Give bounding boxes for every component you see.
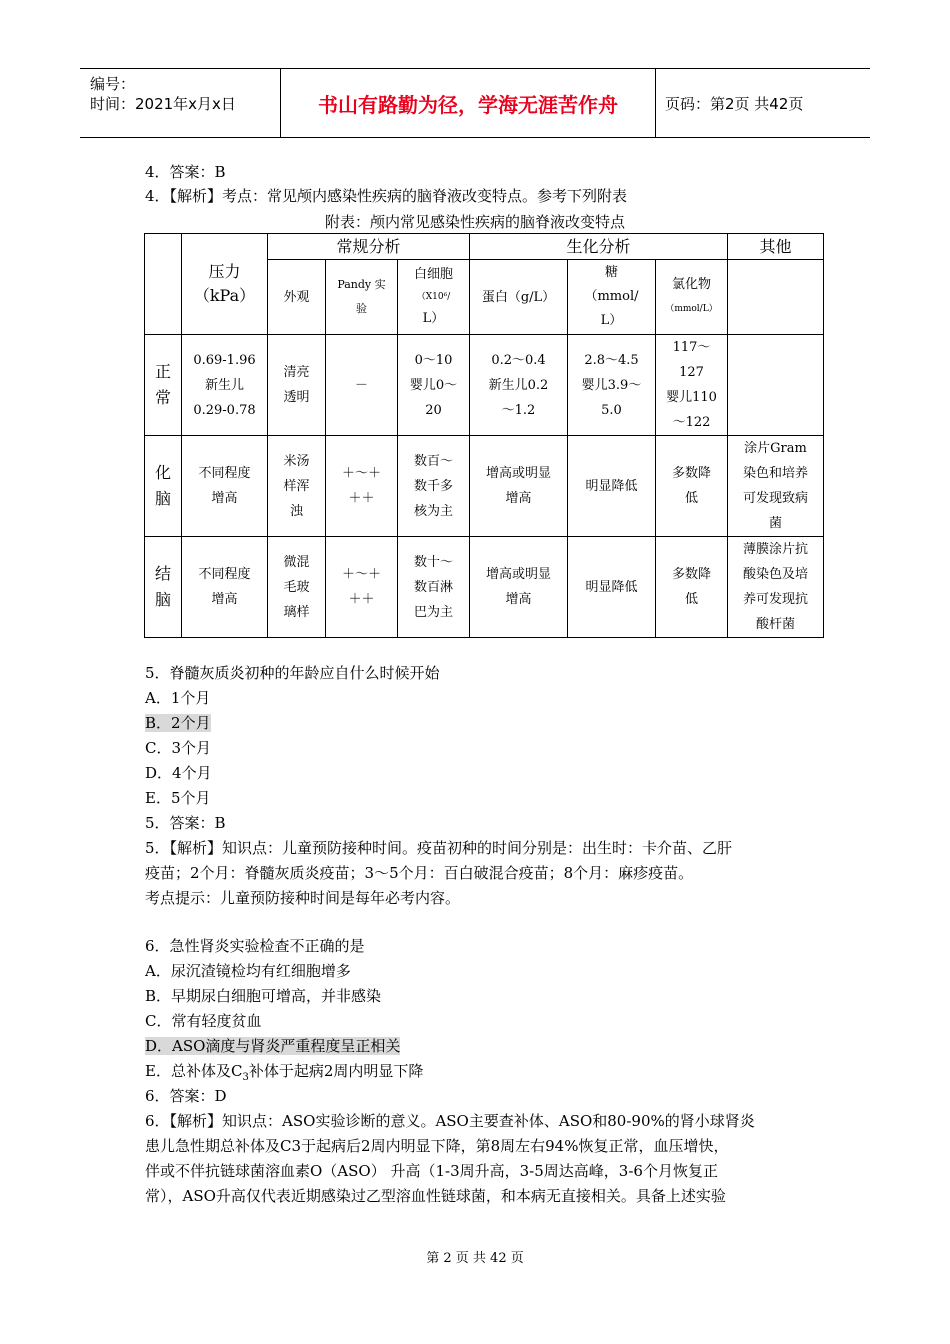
cell-protein: 增高 bbox=[505, 592, 532, 607]
q6-analysis: 6．【解析】知识点：ASO实验诊断的意义。ASO主要查补体、ASO和80-90%的肾小球肾炎 bbox=[145, 1112, 755, 1130]
q6-option-e-text-2: 补体于起病2周内明显下降 bbox=[248, 1062, 424, 1080]
cell-pandy: ＋＋ bbox=[348, 491, 375, 506]
corner-cell bbox=[145, 234, 182, 335]
cell-pandy: － bbox=[354, 377, 368, 393]
cell-appearance: 微混 bbox=[283, 554, 310, 570]
cell-wbc: 巴为主 bbox=[413, 604, 453, 620]
page-label: 页码：第2页 共42页 bbox=[665, 94, 804, 113]
q6-option-a: A．尿沉渣镜检均有红细胞增多 bbox=[145, 962, 351, 980]
q6-option-d: D．ASO滴度与肾炎严重程度呈正相关 bbox=[145, 1037, 401, 1055]
cell-chloride: 多数降 bbox=[671, 466, 711, 481]
cell-appearance: 毛玻 bbox=[283, 579, 310, 595]
col-wbc-unit: （X10⁶/ bbox=[416, 292, 451, 302]
motto: 书山有路勤为径，学海无涯苦作舟 bbox=[280, 69, 656, 137]
col-chloride: 氯化物 bbox=[671, 277, 711, 292]
cell-wbc: 数百淋 bbox=[413, 579, 453, 595]
row-label: 化 bbox=[154, 463, 171, 482]
group-biochem: 生化分析 bbox=[470, 234, 728, 260]
cell-appearance: 样浑 bbox=[283, 478, 310, 494]
cell-sugar: 明显降低 bbox=[585, 478, 638, 494]
cell-wbc: 数百～ bbox=[413, 453, 453, 469]
cell-protein: 增高 bbox=[505, 491, 532, 506]
cell-wbc: 数十～ bbox=[413, 554, 453, 570]
cell-pandy: ＋～＋ bbox=[341, 567, 381, 582]
cell-other: 可发现致病 bbox=[742, 491, 808, 506]
q6-analysis-2: 患儿急性期总补体及C3于起病后2周内明显下降，第8周左右94%恢复正常，血压增快， bbox=[145, 1137, 729, 1155]
row-label: 常 bbox=[154, 388, 171, 407]
cell-appearance: 清亮 bbox=[283, 365, 310, 380]
header-meta bbox=[80, 69, 280, 137]
cell-pressure: 0.69-1.96 bbox=[193, 352, 256, 368]
cell-other: 菌 bbox=[768, 516, 782, 531]
cell-pressure: 不同程度 bbox=[198, 567, 251, 582]
row-label: 脑 bbox=[154, 489, 171, 508]
q5-answer: 5．答案：B bbox=[145, 814, 226, 832]
table-row bbox=[145, 436, 824, 537]
cell-other: 养可发现抗 bbox=[742, 592, 808, 607]
q6-option-b: B．早期尿白细胞可增高，并非感染 bbox=[145, 987, 382, 1005]
q6-analysis-4: 常），ASO升高仅代表近期感染过乙型溶血性链球菌，和本病无直接相关。具备上述实验 bbox=[145, 1187, 726, 1205]
cell-chloride: 多数降 bbox=[671, 567, 711, 582]
cell-other: 薄膜涂片抗 bbox=[742, 542, 808, 557]
group-other: 其他 bbox=[728, 234, 824, 260]
col-sugar-unit: （mmol/ bbox=[584, 289, 639, 304]
cell-other bbox=[728, 335, 824, 436]
col-pandy-2: 验 bbox=[356, 302, 367, 315]
cell-appearance: 透明 bbox=[283, 390, 310, 405]
q6-option-e-sub: 3 bbox=[242, 1072, 249, 1083]
page-footer: 第 2 页 共 42 页 bbox=[426, 1251, 524, 1266]
q6-question: 6．急性肾炎实验检查不正确的是 bbox=[145, 937, 365, 955]
q6-option-c: C．常有轻度贫血 bbox=[145, 1012, 262, 1030]
row-label: 脑 bbox=[154, 590, 171, 609]
col-sugar-unit-2: L） bbox=[600, 313, 623, 328]
cell-wbc: 核为主 bbox=[413, 503, 453, 519]
cell-other: 酸染色及培 bbox=[742, 567, 808, 582]
col-pandy: Pandy 实 bbox=[337, 278, 386, 291]
cell-chloride: 低 bbox=[684, 592, 698, 607]
cell-protein: 0.2～0.4 bbox=[491, 352, 546, 368]
cell-appearance: 米汤 bbox=[283, 453, 310, 469]
serial-label: 编号： bbox=[90, 75, 136, 93]
group-routine: 常规分析 bbox=[268, 234, 470, 260]
cell-other: 酸杆菌 bbox=[755, 617, 795, 632]
cell-chloride: ～122 bbox=[672, 415, 711, 430]
cell-pandy: ＋＋ bbox=[348, 592, 375, 607]
cell-sugar: 5.0 bbox=[601, 402, 622, 418]
cell-sugar: 2.8～4.5 bbox=[584, 352, 639, 368]
q5-question: 5．脊髓灰质炎初种的年龄应自什么时候开始 bbox=[145, 664, 440, 682]
cell-wbc: 0～10 bbox=[414, 352, 453, 368]
col-protein: 蛋白（g/L） bbox=[470, 260, 568, 335]
col-chloride-unit: （mmol/L） bbox=[665, 304, 718, 314]
q4-analysis: 4．【解析】考点：常见颅内感染性疾病的脑脊液改变特点。参考下列附表 bbox=[145, 187, 628, 205]
cell-sugar: 明显降低 bbox=[585, 579, 638, 595]
cell-wbc: 婴儿0～ bbox=[409, 377, 458, 393]
q5-analysis-2: 疫苗；2个月：脊髓灰质炎疫苗；3～5个月：百白破混合疫苗；8个月：麻疹疫苗。 bbox=[145, 864, 694, 882]
q5-option-a: A．1个月 bbox=[145, 689, 211, 707]
cell-protein: 增高或明显 bbox=[485, 567, 551, 582]
cell-appearance: 浊 bbox=[289, 503, 303, 519]
q4-answer: 4．答案：B bbox=[145, 163, 226, 181]
csf-table bbox=[144, 233, 824, 638]
time-label: 时间：2021年x月x日 bbox=[90, 95, 236, 113]
col-sugar: 糖 bbox=[604, 265, 618, 280]
cell-other: 涂片Gram bbox=[744, 441, 807, 456]
row-label: 结 bbox=[154, 564, 171, 583]
q5-tip: 考点提示：儿童预防接种时间是每年必考内容。 bbox=[145, 889, 461, 907]
col-wbc: 白细胞 bbox=[413, 267, 453, 282]
cell-pressure: 增高 bbox=[211, 491, 238, 506]
cell-wbc: 数千多 bbox=[413, 478, 453, 494]
q5-option-b: B．2个月 bbox=[145, 714, 211, 732]
cell-chloride: 低 bbox=[684, 491, 698, 506]
q6-option-e bbox=[145, 1061, 423, 1088]
q5-option-d: D．4个月 bbox=[145, 764, 212, 782]
cell-chloride: 117～ bbox=[672, 340, 711, 355]
col-other-empty bbox=[728, 260, 824, 335]
col-pressure-unit: （kPa） bbox=[193, 286, 256, 305]
page-header bbox=[80, 68, 870, 138]
cell-pandy: ＋～＋ bbox=[341, 466, 381, 481]
col-wbc-unit-2: L） bbox=[422, 311, 445, 326]
table-row bbox=[145, 537, 824, 638]
cell-appearance: 璃样 bbox=[283, 604, 310, 620]
cell-pressure: 增高 bbox=[211, 592, 238, 607]
cell-pressure: 新生儿 bbox=[204, 377, 244, 393]
cell-chloride: 127 bbox=[679, 365, 704, 380]
col-appearance: 外观 bbox=[268, 260, 326, 335]
cell-pressure: 不同程度 bbox=[198, 466, 251, 481]
q5-option-e: E．5个月 bbox=[145, 789, 211, 807]
cell-protein: 新生儿0.2 bbox=[488, 377, 549, 393]
q5-option-c: C．3个月 bbox=[145, 739, 212, 757]
q5-analysis: 5．【解析】知识点：儿童预防接种时间。疫苗初种的时间分别是：出生时：卡介苗、乙肝 bbox=[145, 839, 733, 857]
cell-other: 染色和培养 bbox=[742, 466, 808, 481]
cell-sugar: 婴儿3.9～ bbox=[581, 377, 642, 393]
table-row bbox=[145, 335, 824, 436]
q6-answer: 6．答案：D bbox=[145, 1087, 227, 1105]
q6-analysis-3: 伴或不伴抗链球菌溶血素O（ASO） 升高（1-3周升高，3-5周达高峰，3-6个月恢复正 bbox=[145, 1162, 718, 1180]
table-caption: 附表：颅内常见感染性疾病的脑脊液改变特点 bbox=[324, 213, 625, 231]
cell-chloride: 婴儿110 bbox=[666, 390, 717, 405]
cell-protein: 增高或明显 bbox=[485, 466, 551, 481]
col-pressure: 压力 bbox=[208, 262, 241, 281]
q6-option-e-text: E．总补体及C bbox=[145, 1062, 243, 1080]
row-label: 正 bbox=[154, 362, 171, 381]
cell-protein: ～1.2 bbox=[501, 402, 536, 418]
cell-wbc: 20 bbox=[425, 402, 442, 418]
cell-pressure: 0.29-0.78 bbox=[193, 402, 256, 418]
